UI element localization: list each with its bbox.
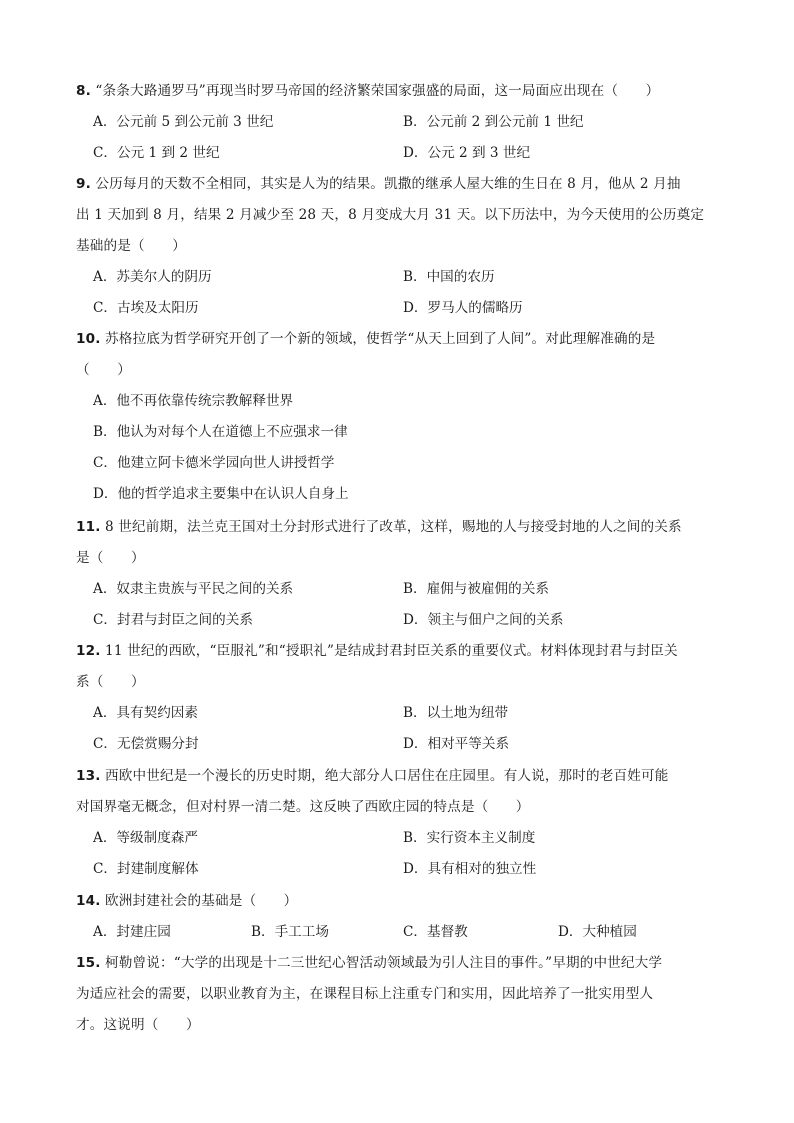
question-stem bbox=[76, 636, 726, 667]
option-c: C．公元 1 到 2 世纪 bbox=[93, 145, 220, 161]
question-text: 欧洲封建社会的基础是（ ） bbox=[105, 893, 298, 909]
question-text: 才。这说明（ ） bbox=[76, 1017, 200, 1033]
options-row bbox=[76, 917, 726, 948]
question-text: 对国界毫无概念，但对村界一清二楚。这反映了西欧庄园的特点是（ ） bbox=[76, 799, 530, 815]
options-row bbox=[76, 729, 726, 760]
question-text: 8 世纪前期，法兰克王国对土分封形式进行了改革，这样，赐地的人与接受封地的人之间的关系 bbox=[105, 519, 682, 535]
option-b: B．雇佣与被雇佣的关系 bbox=[403, 581, 549, 597]
options-row bbox=[76, 605, 726, 636]
question-stem bbox=[76, 76, 726, 107]
option-c: C．古埃及太阳历 bbox=[93, 300, 199, 316]
question-number: 13. bbox=[76, 768, 101, 784]
option-a: A．具有契约因素 bbox=[93, 705, 198, 721]
option-d: D．他的哲学追求主要集中在认识人自身上 bbox=[93, 486, 349, 502]
options-row bbox=[76, 574, 726, 605]
question-9 bbox=[76, 169, 726, 324]
option-d: D．具有相对的独立性 bbox=[403, 861, 537, 877]
option-b: B．以土地为纽带 bbox=[403, 705, 509, 721]
question-number: 11. bbox=[76, 519, 101, 535]
question-text: 柯勒曾说：“大学的出现是十二三世纪心智活动领域最为引人注目的事件。”早期的中世纪大学 bbox=[105, 955, 663, 971]
option-d: D．公元 2 到 3 世纪 bbox=[403, 145, 531, 161]
question-8 bbox=[76, 76, 726, 169]
question-text: 公历每月的天数不全相同，其实是人为的结果。凯撒的继承人屋大维的生日在 8 月，他从 2 月抽 bbox=[95, 176, 681, 192]
question-15 bbox=[76, 948, 726, 1041]
option-c: C．基督教 bbox=[403, 924, 468, 940]
question-11 bbox=[76, 512, 726, 636]
option-c: C．无偿赏赐分封 bbox=[93, 736, 199, 752]
option-b: B．公元前 2 到公元前 1 世纪 bbox=[403, 114, 584, 130]
option-d: D．大种植园 bbox=[558, 924, 637, 940]
option-a: A．等级制度森严 bbox=[93, 830, 198, 846]
question-stem bbox=[76, 512, 726, 543]
question-number: 12. bbox=[76, 643, 101, 659]
option-a: A．他不再依靠传统宗教解释世界 bbox=[93, 393, 294, 409]
options-row bbox=[76, 262, 726, 293]
options-row bbox=[76, 386, 726, 417]
question-stem bbox=[76, 169, 726, 200]
question-stem bbox=[76, 324, 726, 355]
options-row bbox=[76, 293, 726, 324]
option-b: B．实行资本主义制度 bbox=[403, 830, 536, 846]
question-number: 15. bbox=[76, 955, 101, 971]
question-text: 为适应社会的需要，以职业教育为主，在课程目标上注重专门和实用，因此培养了一批实用型人 bbox=[76, 986, 654, 1002]
options-row bbox=[76, 698, 726, 729]
option-b: B．手工工场 bbox=[251, 924, 329, 940]
question-number: 10. bbox=[76, 331, 101, 347]
question-text: 出 1 天加到 8 月，结果 2 月减少至 28 天，8 月变成大月 31 天。以下历法中，为今天使用的公历奠定 bbox=[76, 207, 705, 223]
options-row bbox=[76, 448, 726, 479]
option-c: C．他建立阿卡德米学园向世人讲授哲学 bbox=[93, 455, 335, 471]
options-row bbox=[76, 138, 726, 169]
question-stem bbox=[76, 886, 726, 917]
question-text: 基础的是（ ） bbox=[76, 238, 186, 254]
option-d: D．相对平等关系 bbox=[403, 736, 510, 752]
question-text: 系（ ） bbox=[76, 674, 145, 690]
question-stem bbox=[76, 761, 726, 792]
option-a: A．奴隶主贵族与平民之间的关系 bbox=[93, 581, 294, 597]
question-13 bbox=[76, 761, 726, 885]
option-a: A．封建庄园 bbox=[93, 924, 171, 940]
question-12 bbox=[76, 636, 726, 760]
question-text: 11 世纪的西欧，“臣服礼”和“授职礼”是结成封君封臣关系的重要仪式。材料体现封君与封臣关 bbox=[105, 643, 678, 659]
question-number: 8. bbox=[76, 83, 91, 99]
option-d: D．领主与佃户之间的关系 bbox=[403, 612, 564, 628]
question-10 bbox=[76, 324, 726, 510]
question-number: 14. bbox=[76, 893, 101, 909]
options-row bbox=[76, 479, 726, 510]
option-d: D．罗马人的儒略历 bbox=[403, 300, 523, 316]
option-a: A．公元前 5 到公元前 3 世纪 bbox=[93, 114, 274, 130]
options-row bbox=[76, 823, 726, 854]
question-text: “条条大路通罗马”再现当时罗马帝国的经济繁荣国家强盛的局面，这一局面应出现在（ ） bbox=[95, 83, 660, 99]
option-b: B．他认为对每个人在道德上不应强求一律 bbox=[93, 424, 348, 440]
options-row bbox=[76, 854, 726, 885]
question-text: 是（ ） bbox=[76, 550, 145, 566]
options-row bbox=[76, 107, 726, 138]
options-row bbox=[76, 417, 726, 448]
question-number: 9. bbox=[76, 176, 91, 192]
question-text: 苏格拉底为哲学研究开创了一个新的领域，使哲学“从天上回到了人间”。对此理解准确的是 bbox=[105, 331, 656, 347]
option-b: B．中国的农历 bbox=[403, 269, 495, 285]
question-stem bbox=[76, 948, 726, 979]
option-c: C．封君与封臣之间的关系 bbox=[93, 612, 253, 628]
question-14 bbox=[76, 886, 726, 948]
option-c: C．封建制度解体 bbox=[93, 861, 199, 877]
question-text: （ ） bbox=[76, 362, 131, 378]
question-text: 西欧中世纪是一个漫长的历史时期，绝大部分人口居住在庄园里。有人说，那时的老百姓可能 bbox=[105, 768, 669, 784]
option-a: A．苏美尔人的阴历 bbox=[93, 269, 212, 285]
